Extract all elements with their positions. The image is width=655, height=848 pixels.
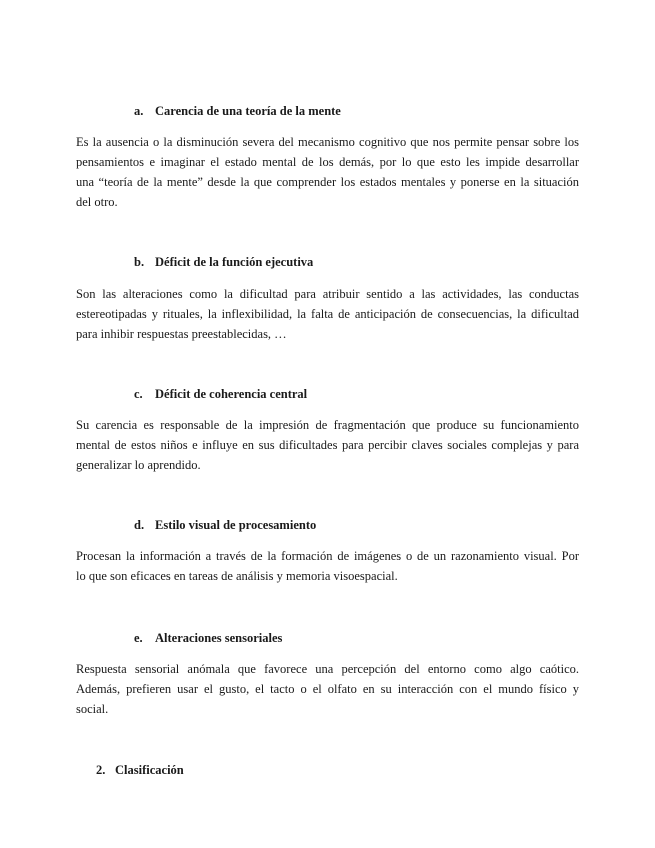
paragraph-line: una “teoría de la mente” desde la que comprender los estados mentales y ponerse en la situación <box>76 175 579 189</box>
section-c-title: Déficit de coherencia central <box>155 387 308 401</box>
classification-title: Clasificación <box>115 763 184 777</box>
section-d-paragraph <box>76 546 579 586</box>
paragraph-line: social. <box>76 702 109 716</box>
section-e-marker: e. <box>134 631 143 645</box>
classification-heading <box>96 762 184 778</box>
section-c-marker: c. <box>134 387 143 401</box>
section-e-paragraph <box>76 659 579 719</box>
section-e-title: Alteraciones sensoriales <box>155 631 283 645</box>
section-c-heading <box>134 386 307 402</box>
paragraph-line: Es la ausencia o la disminución severa del mecanismo cognitivo que nos permite pensar sobre los <box>76 135 579 149</box>
section-c-paragraph <box>76 415 579 475</box>
paragraph-line: lo que son eficaces en tareas de análisis y memoria visoespacial. <box>76 569 398 583</box>
section-b-title: Déficit de la función ejecutiva <box>155 255 314 269</box>
section-a-paragraph <box>76 132 579 212</box>
section-d-marker: d. <box>134 518 145 532</box>
paragraph-line: pensamientos e imaginar el estado mental de los demás, por lo que esto les impide desarrollar <box>76 155 579 169</box>
section-d-title: Estilo visual de procesamiento <box>155 518 317 532</box>
classification-marker: 2. <box>96 763 106 777</box>
section-a-title: Carencia de una teoría de la mente <box>155 104 341 118</box>
paragraph-line: estereotipadas y rituales, la inflexibilidad, la falta de anticipación de consecuencias, la dificultad <box>76 307 579 321</box>
section-a-heading <box>134 103 341 119</box>
paragraph-line: Respuesta sensorial anómala que favorece una percepción del entorno como algo caótico. <box>76 662 579 676</box>
paragraph-line: generalizar lo aprendido. <box>76 458 201 472</box>
paragraph-line: Su carencia es responsable de la impresión de fragmentación que produce su funcionamiento <box>76 418 579 432</box>
paragraph-line: Son las alteraciones como la dificultad para atribuir sentido a las actividades, las conductas <box>76 287 579 301</box>
paragraph-line: Además, prefieren usar el gusto, el tacto o el olfato en su interacción con el mundo físico y <box>76 682 579 696</box>
section-b-paragraph <box>76 284 579 344</box>
paragraph-line: mental de estos niños e influye en sus dificultades para percibir claves sociales complejas y para <box>76 438 579 452</box>
section-d-heading <box>134 517 316 533</box>
section-e-heading <box>134 630 282 646</box>
section-b-heading <box>134 254 313 270</box>
section-b-marker: b. <box>134 255 145 269</box>
paragraph-line: del otro. <box>76 195 118 209</box>
paragraph-line: Procesan la información a través de la formación de imágenes o de un razonamiento visual. Por <box>76 549 579 563</box>
section-a-marker: a. <box>134 104 144 118</box>
paragraph-line: para inhibir respuestas preestablecidas, … <box>76 327 287 341</box>
